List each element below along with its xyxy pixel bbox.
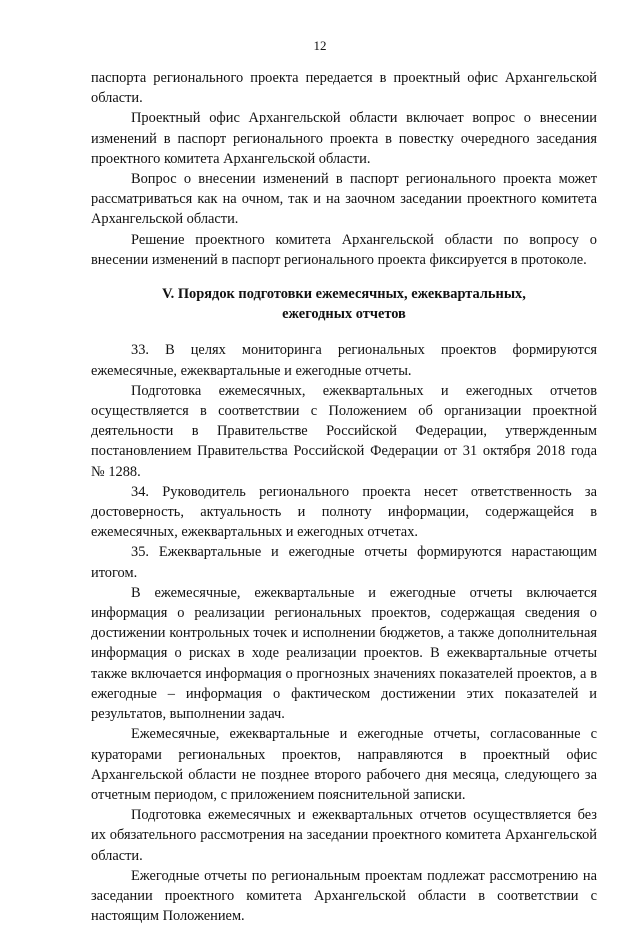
page-number: 12 <box>313 38 327 53</box>
paragraph: Ежемесячные, ежеквартальные и ежегодные отчеты, согласованные с кураторами региональных проектов, направляются в проектный офис Архангельской области не позднее второго рабочего дня месяца, следующего за отчетным периодом, с приложением пояснительной записки. <box>91 726 597 803</box>
paragraph: Подготовка ежемесячных, ежеквартальных и ежегодных отчетов осуществляется в соответствии с Положением об организации проектной деятельности в Правительстве Российской Федерации, утвержденным постановлением Правительства Российской Федерации от 31 октября 2018 года № 1288. <box>91 382 597 480</box>
paragraph: Подготовка ежемесячных и ежеквартальных отчетов осуществляется без их обязательного рассмотрения на заседании проектного комитета Архангельской области. <box>91 807 597 864</box>
paragraph: В ежемесячные, ежеквартальные и ежегодные отчеты включается информация о реализации региональных проектов, содержащая сведения о достижении контрольных точек и исполнении бюджетов, а также дополнительная информация о рисках в ходе реализации проектов. В ежеквартальные отчеты также включается информация о прогнозных значениях показателей проектов, а в ежегодные – информация о фактическом достижении этих показателей и результатов, выполнении задач. <box>91 584 597 723</box>
paragraph: Проектный офис Архангельской области включает вопрос о внесении изменений в паспорт регионального проекта в повестку очередного заседания проектного комитета Архангельской области. <box>91 110 597 167</box>
section-heading-line: V. Порядок подготовки ежемесячных, ежеквартальных, <box>162 286 526 303</box>
paragraph: Решение проектного комитета Архангельской области по вопросу о внесении изменений в паспорт регионального проекта фиксируется в протоколе. <box>91 231 597 268</box>
paragraph: 34. Руководитель регионального проекта несет ответственность за достоверность, актуальность и полноту информации, содержащейся в ежемесячных, ежеквартальных и ежегодных отчетах. <box>91 483 597 541</box>
paragraph: паспорта регионального проекта передается в проектный офис Архангельской области. <box>91 70 597 107</box>
paragraph: Вопрос о внесении изменений в паспорт регионального проекта может рассматриваться как на очном, так и на заочном заседании проектного комитета Архангельской области. <box>91 171 597 228</box>
paragraph: 33. В целях мониторинга региональных проектов формируются ежемесячные, ежеквартальные и ежегодные отчеты. <box>91 342 597 379</box>
section-heading <box>91 284 597 324</box>
document-body <box>91 68 597 926</box>
paragraph: Ежегодные отчеты по региональным проектам подлежат рассмотрению на заседании проектного комитета Архангельской области в соответствии с настоящим Положением. <box>91 867 597 925</box>
section-heading-line: ежегодных отчетов <box>282 306 406 323</box>
paragraph: 35. Ежеквартальные и ежегодные отчеты формируются нарастающим итогом. <box>91 544 597 581</box>
